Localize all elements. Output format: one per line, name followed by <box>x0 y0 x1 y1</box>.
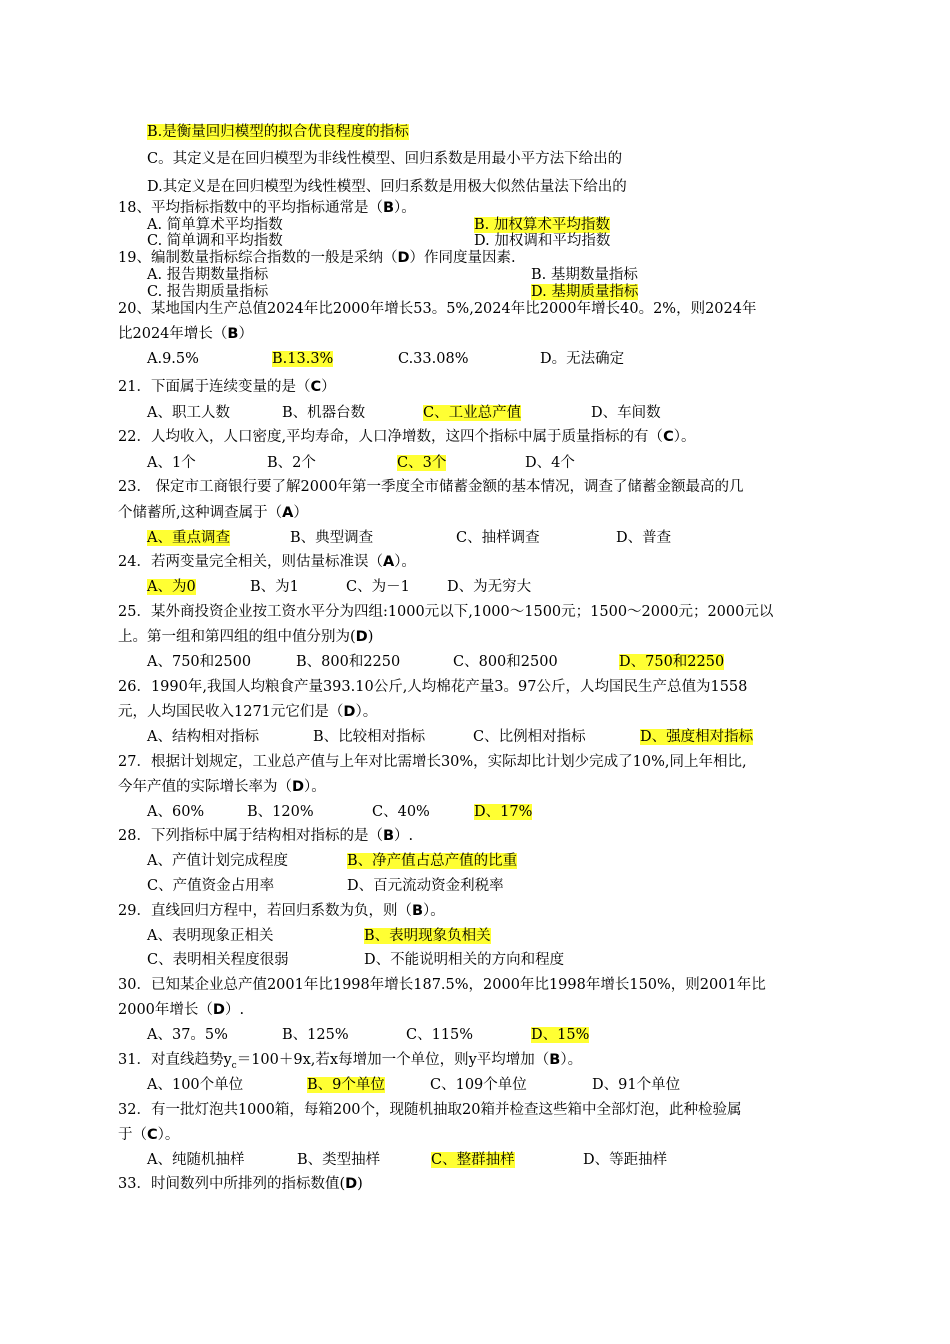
q20-stem-line1: 20、某地国内生产总值2024年比2000年增长53。5%,2024年比2000年增长40。2%，则2024年 <box>118 301 757 317</box>
q23-option-b: B、典型调查 <box>290 530 374 546</box>
q30-option-b: B、125% <box>282 1027 349 1043</box>
q17-option-d: D.其定义是在回归模型为线性模型、回归系数是用极大似然估量法下给出的 <box>147 179 627 195</box>
q25-option-d <box>619 653 724 671</box>
q23-option-a <box>147 529 230 547</box>
q30-stem-line2: 2000年增长（D）. <box>118 1002 245 1018</box>
q28-answer: B <box>382 828 395 844</box>
q18-option-c: C. 简单调和平均指数 <box>147 233 283 249</box>
q31-option-b-text: B、9个单位 <box>307 1077 385 1093</box>
q24-option-b: B、为1 <box>250 579 299 595</box>
q20-option-d: D。无法确定 <box>540 351 625 367</box>
q29-stem: 29．直线回归方程中，若回归系数为负，则（B）。 <box>118 903 445 919</box>
q21-option-c <box>423 404 521 422</box>
q21-stem: 21．下面属于连续变量的是（C） <box>118 379 336 395</box>
q27-option-d-text: D、17% <box>474 804 533 820</box>
q31-option-c: C、109个单位 <box>430 1077 527 1093</box>
q32-stem-line2: 于（C）。 <box>118 1127 180 1143</box>
q27-option-c: C、40% <box>372 804 430 820</box>
q31-stem: 31．对直线趋势$y_c=100+9x$,若x每增加一个单位，则y平均增加（B）。 <box>118 1052 583 1071</box>
q28-option-b <box>347 852 517 870</box>
q26-stem-line1: 26．1990年,我国人均粮食产量393.10公斤,人均棉花产量3。97公斤，人均国民生产总值为1558 <box>118 679 748 695</box>
q22-option-a: A、1个 <box>147 455 196 471</box>
q22-option-c <box>397 454 446 472</box>
q29-option-a: A、表明现象正相关 <box>147 928 274 944</box>
q32-option-c-text: C、整群抽样 <box>431 1152 515 1168</box>
q28-option-a: A、产值计划完成程度 <box>147 853 288 869</box>
q23-option-a-text: A、重点调查 <box>147 530 230 546</box>
q32-option-c <box>431 1151 515 1169</box>
q29-option-b-text: B、表明现象负相关 <box>364 928 491 944</box>
q27-stem-line1: 27．根据计划规定，工业总产值与上年对比需增长30%，实际却比计划少完成了10%,同上年相比, <box>118 754 747 770</box>
q32-answer: C <box>147 1127 158 1143</box>
q19-option-d-text: D. 基期质量指标 <box>531 284 639 300</box>
q25-answer: D <box>355 629 368 645</box>
q31-option-a: A、100个单位 <box>147 1077 244 1093</box>
q27-option-d <box>474 803 532 821</box>
q26-answer: D <box>343 704 356 720</box>
q26-option-b: B、比较相对指标 <box>313 729 426 745</box>
q29-option-b <box>364 927 491 945</box>
q23-option-d: D、普查 <box>616 530 672 546</box>
q20-option-b <box>272 350 333 368</box>
q32-option-d: D、等距抽样 <box>583 1152 668 1168</box>
q18-option-b-text: B. 加权算术平均指数 <box>474 217 610 233</box>
q25-option-c: C、800和2500 <box>453 654 558 670</box>
q28-option-b-text: B、净产值占总产值的比重 <box>347 853 518 869</box>
q18-option-d: D. 加权调和平均指数 <box>474 233 611 249</box>
q24-option-c: C、为－1 <box>346 579 410 595</box>
q21-option-d: D、车间数 <box>591 405 661 421</box>
q19-option-b: B. 基期数量指标 <box>531 267 638 283</box>
q22-answer: C <box>663 429 674 445</box>
q24-option-a-text: A、为0 <box>147 579 196 595</box>
q23-answer: A <box>282 505 294 521</box>
q30-option-d-text: D、15% <box>531 1027 590 1043</box>
q31-option-b <box>307 1076 385 1094</box>
q31-answer: B <box>549 1052 561 1068</box>
q19-stem: 19、编制数量指标综合指数的一般是采纳（D）作同度量因素. <box>118 250 516 266</box>
q29-option-d: D、不能说明相关的方向和程度 <box>364 952 565 968</box>
q17-option-c: C。其定义是在回归模型为非线性模型、回归系数是用最小平方法下给出的 <box>147 151 623 167</box>
q26-option-c: C、比例相对指标 <box>473 729 586 745</box>
q29-option-c: C、表明相关程度很弱 <box>147 952 289 968</box>
q20-option-a: A.9.5% <box>147 351 199 367</box>
q26-stem-line2: 元，人均国民收入1271元它们是（D）。 <box>118 704 378 720</box>
q24-option-a <box>147 578 196 596</box>
q23-stem-line1: 23． 保定市工商银行要了解2000年第一季度全市储蓄金额的基本情况，调查了储蓄金额最高的几 <box>118 479 744 495</box>
q22-option-b: B、2个 <box>267 455 316 471</box>
q32-option-a: A、纯随机抽样 <box>147 1152 245 1168</box>
q19-answer: D <box>397 250 410 266</box>
q19-option-a: A. 报告期数量指标 <box>147 267 269 283</box>
q22-option-c-text: C、3个 <box>397 455 447 471</box>
q28-option-c: C、产值资金占用率 <box>147 878 275 894</box>
q21-option-c-text: C、工业总产值 <box>423 405 522 421</box>
q20-answer: B <box>227 326 239 342</box>
q20-option-b-text: B.13.3% <box>272 351 334 367</box>
q21-answer: C <box>310 379 322 395</box>
q27-option-b: B、120% <box>247 804 314 820</box>
q27-answer: D <box>292 779 305 795</box>
q24-answer: A <box>382 554 395 570</box>
q30-option-a: A、37。5% <box>147 1027 228 1043</box>
q21-option-b: B、机器台数 <box>282 405 366 421</box>
q23-stem-line2: 个储蓄所,这种调查属于（A） <box>118 505 308 521</box>
q25-stem-line2: 上。第一组和第四组的组中值分别为(D) <box>118 629 374 645</box>
q25-option-a: A、750和2500 <box>147 654 252 670</box>
q23-option-c: C、抽样调查 <box>456 530 540 546</box>
q31-option-d: D、91个单位 <box>592 1077 681 1093</box>
q17-option-b <box>147 123 409 141</box>
q33-answer: D <box>345 1176 358 1192</box>
q22-stem: 22．人均收入，人口密度,平均寿命，人口净增数，这四个指标中属于质量指标的有（C）。 <box>118 429 696 445</box>
q30-option-c: C、115% <box>406 1027 474 1043</box>
q21-option-a: A、职工人数 <box>147 405 230 421</box>
q20-stem-line2: 比2024年增长（B） <box>118 326 253 342</box>
q27-option-a: A、60% <box>147 804 205 820</box>
q20-option-c: C.33.08% <box>398 351 469 367</box>
q24-stem: 24．若两变量完全相关，则估量标准误（A）。 <box>118 554 416 570</box>
q18-stem: 18、平均指标指数中的平均指标通常是（B）。 <box>118 200 416 216</box>
q26-option-d-text: D、强度相对指标 <box>640 729 754 745</box>
q18-option-a: A. 简单算术平均指数 <box>147 217 283 233</box>
q24-option-d: D、为无穷大 <box>447 579 532 595</box>
q26-option-d <box>640 728 753 746</box>
q19-option-c: C. 报告期质量指标 <box>147 284 269 300</box>
q25-stem-line1: 25．某外商投资企业按工资水平分为四组:1000元以下,1000～1500元；1500～2000元；2000元以 <box>118 604 774 620</box>
q26-option-a: A、结构相对指标 <box>147 729 259 745</box>
q28-option-d: D、百元流动资金利税率 <box>347 878 504 894</box>
q30-option-d <box>531 1026 589 1044</box>
q29-answer: B <box>411 903 424 919</box>
q19-option-d <box>531 283 638 301</box>
q30-stem-line1: 30．已知某企业总产值2001年比1998年增长187.5%，2000年比1998年增长150%，则2001年比 <box>118 977 766 993</box>
q18-answer: B <box>382 200 395 216</box>
q22-option-d: D、4个 <box>525 455 575 471</box>
q30-answer: D <box>212 1002 225 1018</box>
q28-stem: 28．下列指标中属于结构相对指标的是（B）. <box>118 828 414 844</box>
q32-option-b: B、类型抽样 <box>297 1152 381 1168</box>
q25-option-d-text: D、750和2250 <box>619 654 725 670</box>
q32-stem-line1: 32．有一批灯泡共1000箱，每箱200个，现随机抽取20箱并检查这些箱中全部灯泡，此种检验属 <box>118 1102 742 1118</box>
q33-stem: 33．时间数列中所排列的指标数值(D) <box>118 1176 363 1192</box>
q17-option-b-text: B.是衡量回归模型的拟合优良程度的指标 <box>147 124 409 140</box>
q27-stem-line2: 今年产值的实际增长率为（D）。 <box>118 779 326 795</box>
q25-option-b: B、800和2250 <box>296 654 401 670</box>
